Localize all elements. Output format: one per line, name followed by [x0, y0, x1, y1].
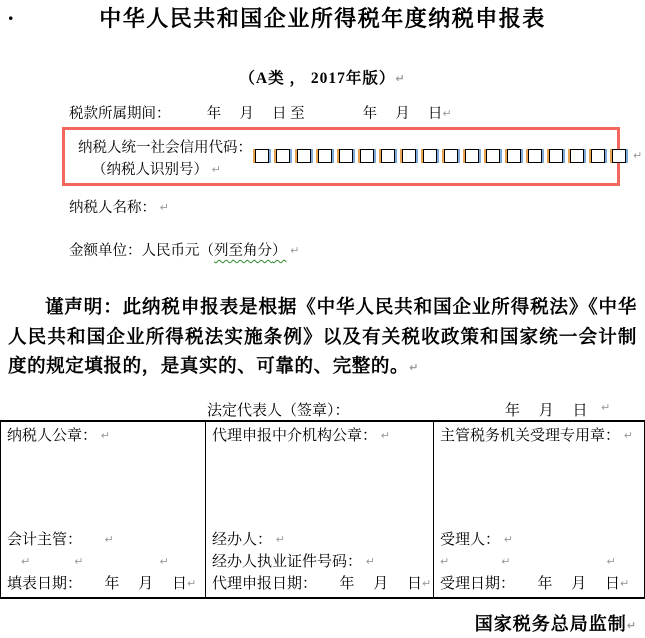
seal-space [212, 446, 427, 529]
amount-unit-suffix: ） [272, 243, 287, 259]
form-title: 中华人民共和国企业所得税年度纳税申报表 [99, 6, 546, 31]
credit-code-checkbox[interactable] [339, 149, 353, 163]
empty-paragraph-row [7, 551, 199, 573]
agent-date-line [212, 573, 432, 595]
credit-code-checkbox[interactable] [486, 149, 500, 163]
paragraph-mark: ↵ [21, 555, 31, 568]
credit-code-checkbox[interactable] [444, 149, 458, 163]
taxpayer-id-label-text: （纳税人识别号） [92, 162, 208, 178]
tax-period-line [69, 102, 452, 123]
paragraph-mark: ↵ [365, 555, 375, 568]
producer-line [475, 610, 637, 636]
credit-code-checkbox[interactable] [549, 149, 563, 163]
paragraph-mark: ↵ [290, 244, 300, 257]
paragraph-mark: ↵ [503, 533, 513, 546]
credit-code-checkbox[interactable] [318, 149, 332, 163]
amount-unit-prefix: 金额单位：人民币元（ [69, 243, 214, 259]
paragraph-mark: ↵ [623, 429, 633, 442]
acceptance-date-label: 受理日期： 年 月 日 [440, 576, 621, 592]
paragraph-mark: ↵ [187, 577, 197, 590]
credit-code-checkbox[interactable] [402, 149, 416, 163]
legal-rep-date: 年 月 日 [505, 403, 588, 419]
seal-signature-table [0, 420, 645, 599]
paragraph-mark: ↵ [104, 533, 114, 546]
form-subtitle [0, 66, 645, 88]
credit-code-checkbox[interactable] [297, 149, 311, 163]
paragraph-mark: ↵ [633, 149, 643, 162]
paragraph-mark: ↵ [159, 201, 169, 214]
credit-code-checkbox[interactable] [612, 149, 626, 163]
credit-code-checkbox[interactable] [591, 149, 605, 163]
taxpayer-name-label: 纳税人名称： [69, 200, 156, 216]
empty-paragraph-row [440, 551, 638, 573]
accounting-supervisor-label: 会计主管： [7, 532, 105, 548]
acceptor-label: 受理人： [440, 532, 501, 548]
paragraph-mark: ↵ [211, 163, 221, 176]
credit-code-checkbox[interactable] [528, 149, 542, 163]
taxpayer-seal-text: 纳税人公章： [7, 428, 98, 444]
tax-authority-seal-text: 主管税务机关受理专用章： [440, 428, 621, 444]
amount-unit-line [69, 239, 299, 260]
tax-authority-seal-label [440, 426, 638, 446]
handler-license-label: 经办人执业证件号码： [212, 554, 363, 570]
paragraph-mark: ↵ [626, 619, 637, 632]
leading-dot: . [8, 0, 14, 25]
declaration-paragraph [8, 294, 637, 383]
seal-space [7, 446, 199, 529]
tax-authority-seal-cell [434, 422, 644, 597]
accounting-supervisor-line [7, 529, 199, 551]
agent-seal-label [212, 426, 427, 446]
agent-seal-text: 代理申报中介机构公章： [212, 428, 378, 444]
paragraph-mark: ↵ [380, 429, 390, 442]
acceptor-line [440, 529, 638, 551]
paragraph-mark: ↵ [501, 555, 511, 568]
paragraph-mark: ↵ [275, 533, 285, 546]
amount-unit-spellcheck-text: 列至角分 [214, 243, 272, 259]
fill-date-line [7, 573, 199, 595]
credit-code-checkbox[interactable] [507, 149, 521, 163]
credit-code-checkbox[interactable] [360, 149, 374, 163]
paragraph-mark: ↵ [74, 555, 84, 568]
tax-period-text: 税款所属期间： 年 月 日 至 年 月 日 [69, 106, 443, 122]
paragraph-mark: ↵ [442, 107, 452, 120]
paragraph-mark: ↵ [606, 555, 616, 568]
paragraph-mark: ↵ [100, 429, 110, 442]
legal-rep-label: 法定代表人（签章）： [207, 403, 350, 419]
paragraph-mark: ↵ [601, 401, 611, 414]
acceptance-date-line [440, 573, 638, 595]
taxpayer-id-label [92, 158, 221, 179]
producer-text: 国家税务总局监制 [474, 614, 627, 634]
credit-code-checkbox[interactable] [465, 149, 479, 163]
credit-code-checkbox[interactable] [276, 149, 290, 163]
paragraph-mark: ↵ [422, 577, 432, 590]
paragraph-mark: ↵ [409, 361, 419, 374]
credit-code-checkbox[interactable] [255, 149, 269, 163]
handler-license-line [212, 551, 427, 573]
credit-code-boxes [251, 147, 642, 164]
paragraph-mark: ↵ [395, 72, 406, 85]
credit-code-checkbox[interactable] [423, 149, 437, 163]
taxpayer-seal-cell [1, 422, 206, 597]
taxpayer-name-line [69, 196, 169, 217]
credit-code-checkbox[interactable] [381, 149, 395, 163]
handler-line [212, 529, 427, 551]
seal-space [440, 446, 638, 529]
declaration-text: 谨声明：此纳税申报表是根据《中华人民共和国企业所得税法》《中华人民共和国企业所得税法实施条例》以及有关税收政策和国家统一会计制度的规定填报的，是真实的、可靠的、完整的。 [8, 298, 637, 377]
agent-seal-cell [206, 422, 434, 597]
paragraph-mark: ↵ [620, 577, 630, 590]
paragraph-mark: ↵ [159, 555, 169, 568]
credit-code-highlight-box [62, 127, 643, 186]
paragraph-mark: ↵ [440, 555, 450, 568]
agent-date-label: 代理申报日期： 年 月 日 [212, 576, 423, 592]
credit-code-checkbox[interactable] [570, 149, 584, 163]
taxpayer-seal-label [7, 426, 199, 446]
fill-date-label: 填表日期： 年 月 日 [7, 576, 188, 592]
subtitle-text: （A类 ， 2017年版） [239, 70, 396, 87]
credit-code-label: 纳税人统一社会信用代码： [78, 140, 252, 156]
handler-label: 经办人： [212, 532, 273, 548]
